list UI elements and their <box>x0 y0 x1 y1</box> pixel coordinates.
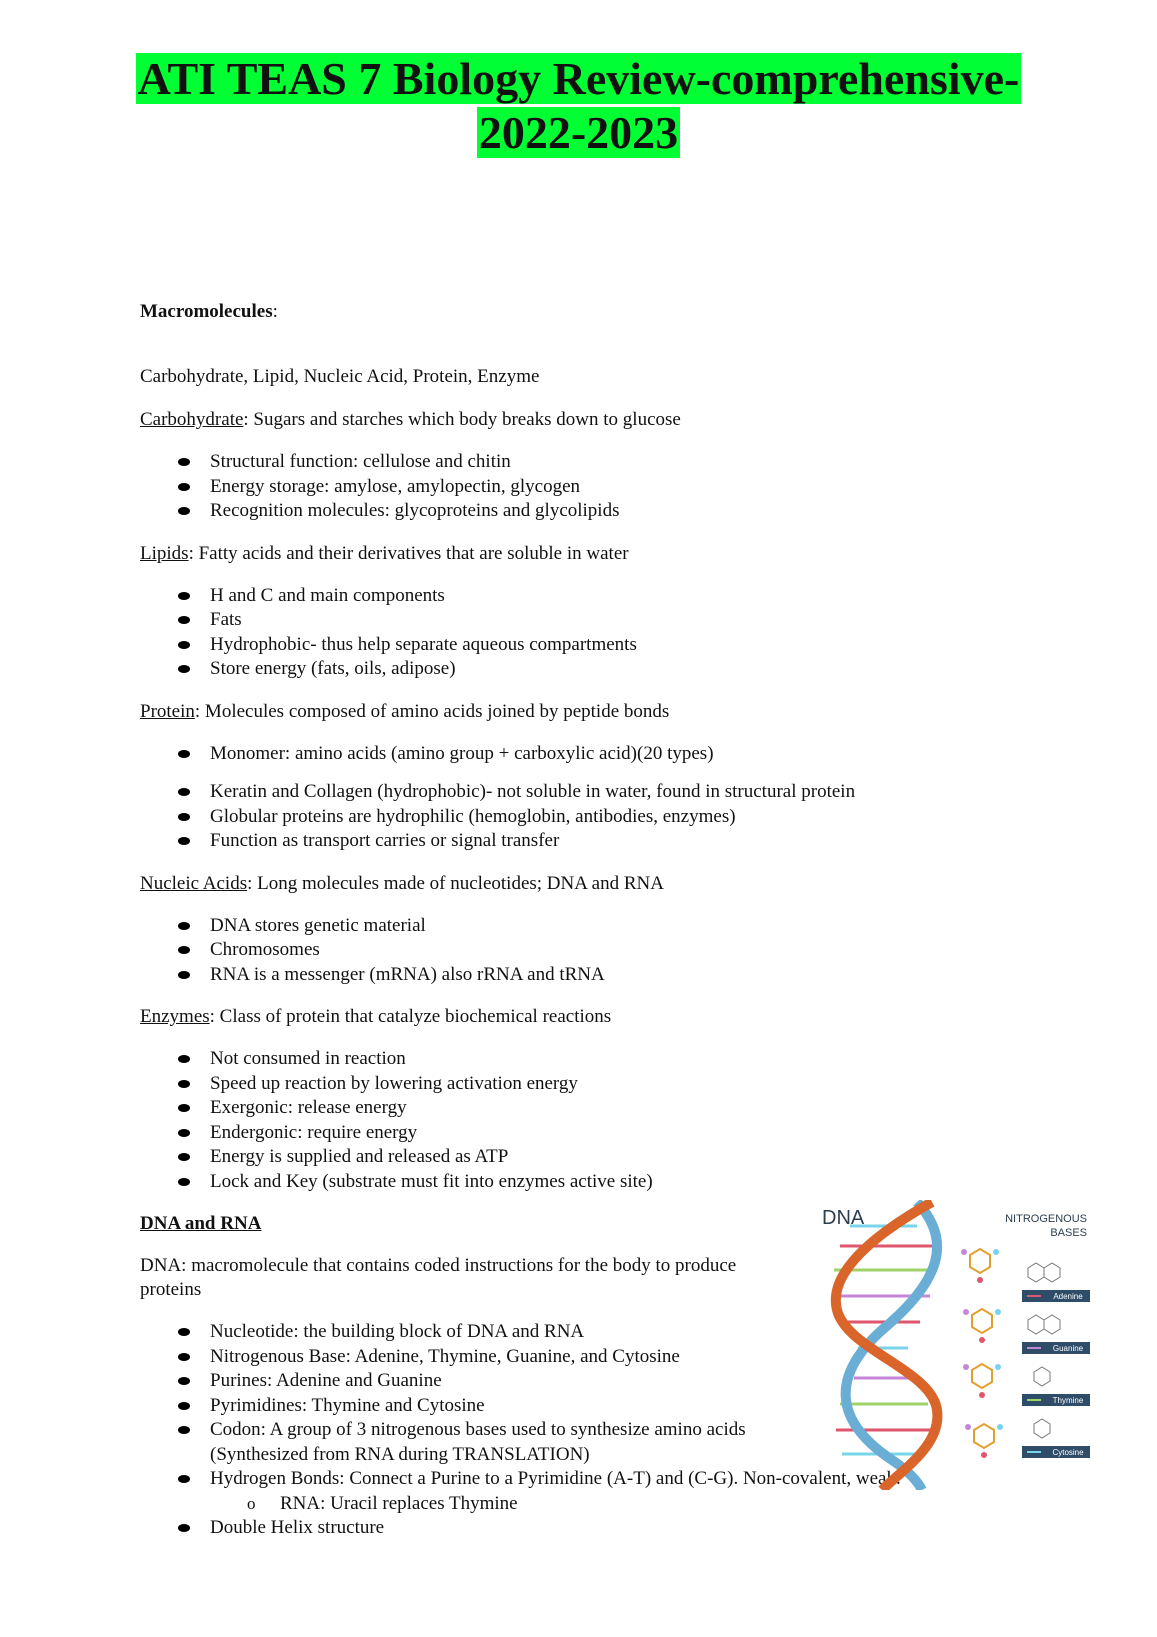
list-item: Codon: A group of 3 nitrogenous bases used to synthesize amino acids (Synthesized from RNA during TRANSLATION) <box>140 1418 750 1467</box>
list-item: Speed up reaction by lowering activation energy <box>140 1072 1100 1097</box>
list-item: Keratin and Collagen (hydrophobic)- not soluble in water, found in structural protein <box>140 780 1100 805</box>
base-label-guanine <box>1022 1342 1090 1354</box>
list-item: H and C and main components <box>140 584 1100 609</box>
list-item: Structural function: cellulose and chitin <box>140 450 1100 475</box>
list-item: RNA is a messenger (mRNA) also rRNA and tRNA <box>140 963 1100 988</box>
list-item: Endergonic: require energy <box>140 1121 1100 1146</box>
svg-text:Adenine: Adenine <box>1053 1292 1083 1301</box>
svg-text:Cytosine: Cytosine <box>1052 1448 1084 1457</box>
sub-list-item: o RNA: Uracil replaces Thymine <box>140 1492 1100 1517</box>
atom-dots <box>961 1249 1003 1458</box>
list-item: DNA stores genetic material <box>140 914 1100 939</box>
dna-intro: DNA: macromolecule that contains coded instructions for the body to produce proteins <box>140 1255 737 1300</box>
list-item: Globular proteins are hydrophilic (hemoglobin, antibodies, enzymes) <box>140 805 1100 830</box>
list-item: Energy storage: amylose, amylopectin, glycogen <box>140 475 1100 500</box>
list-item: Hydrogen Bonds: Connect a Purine to a Pyrimidine (A-T) and (C-G). Non-covalent, weak. <box>140 1467 1100 1492</box>
list-item: Store energy (fats, oils, adipose) <box>140 657 1100 682</box>
list-item: Energy is supplied and released as ATP <box>140 1145 1100 1170</box>
nucleic-acids-definition: Nucleic Acids: Long molecules made of nucleotides; DNA and RNA <box>140 872 664 894</box>
list-item: Recognition molecules: glycoproteins and glycolipids <box>140 499 1100 524</box>
list-item: Fats <box>140 608 1100 633</box>
list-item: Purines: Adenine and Guanine <box>140 1369 1100 1394</box>
dna-nitrogenous-bases-figure <box>822 1200 1092 1490</box>
protein-definition: Protein: Molecules composed of amino acids joined by peptide bonds <box>140 700 670 722</box>
list-item: Lock and Key (substrate must fit into enzymes active site) <box>140 1170 1100 1195</box>
list-item: Nitrogenous Base: Adenine, Thymine, Guanine, and Cytosine <box>140 1345 1100 1370</box>
bases-title-line-1: NITROGENOUS <box>1005 1213 1087 1225</box>
list-item: Nucleotide: the building block of DNA and RNA <box>140 1320 1100 1345</box>
dna-label: DNA <box>822 1207 865 1229</box>
list-item: Pyrimidines: Thymine and Cytosine <box>140 1394 1100 1419</box>
list-item: Double Helix structure <box>140 1516 1100 1541</box>
carbohydrate-definition: Carbohydrate: Sugars and starches which body breaks down to glucose <box>140 409 681 430</box>
list-item: Monomer: amino acids (amino group + carboxylic acid)(20 types) <box>140 742 1100 767</box>
nucleic-acids-list <box>140 914 1100 988</box>
title-line-2: 2022-2023 <box>478 107 679 158</box>
list-item: Exergonic: release energy <box>140 1096 1100 1121</box>
protein-list <box>140 742 1100 854</box>
list-item: Chromosomes <box>140 938 1100 963</box>
document-title <box>0 52 1157 160</box>
enzymes-definition: Enzymes: Class of protein that catalyze biochemical reactions <box>140 1006 612 1027</box>
svg-text:Thymine: Thymine <box>1052 1396 1084 1405</box>
list-item: Not consumed in reaction <box>140 1047 1100 1072</box>
base-label-thymine <box>1022 1394 1090 1406</box>
list-item: Hydrophobic- thus help separate aqueous compartments <box>140 633 1100 658</box>
lipids-definition: Lipids: Fatty acids and their derivatives that are soluble in water <box>140 542 629 564</box>
base-label-adenine <box>1022 1290 1090 1302</box>
carbohydrate-list <box>140 450 1100 524</box>
macromolecules-heading: Macromolecules: <box>140 301 278 322</box>
lipids-list <box>140 584 1100 682</box>
bases-title-line-2: BASES <box>1050 1227 1087 1239</box>
list-item: Function as transport carries or signal transfer <box>140 829 1100 854</box>
svg-text:Guanine: Guanine <box>1052 1344 1084 1353</box>
macromolecules-list: Carbohydrate, Lipid, Nucleic Acid, Protein, Enzyme <box>140 366 540 387</box>
dna-rna-heading: DNA and RNA <box>140 1213 262 1234</box>
enzymes-list <box>140 1047 1100 1194</box>
base-label-cytosine <box>1022 1446 1090 1458</box>
title-line-1: ATI TEAS 7 Biology Review-comprehensive- <box>137 53 1020 104</box>
